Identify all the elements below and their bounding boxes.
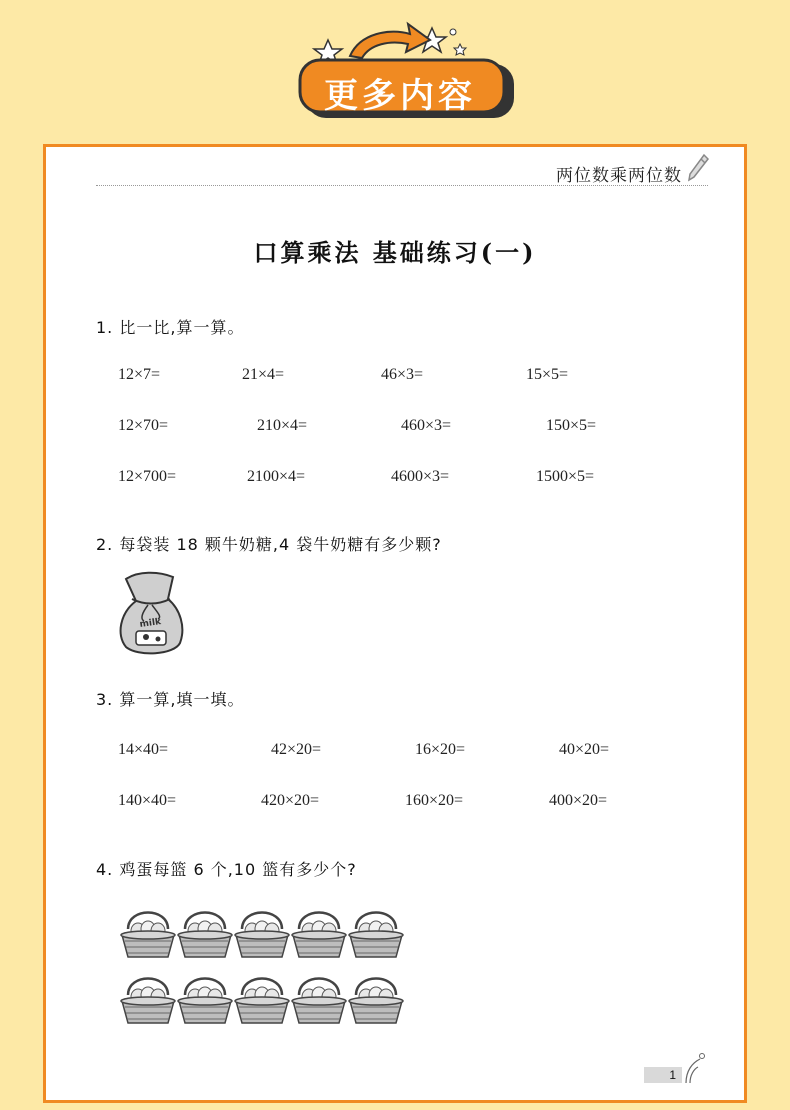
q1-equation: 15×5= (526, 366, 569, 383)
question-2-prompt: 2. 每袋装 18 颗牛奶糖,4 袋牛奶糖有多少颗? (96, 535, 442, 554)
egg-basket-icon (349, 913, 403, 958)
q1-equation: 21×4= (242, 366, 285, 383)
q1-equation: 12×700= (118, 468, 177, 485)
banner-text[interactable]: 更多内容 (324, 75, 476, 116)
question-3-prompt: 3. 算一算,填一填。 (96, 690, 245, 709)
q3-equation: 420×20= (261, 792, 320, 809)
question-1-prompt: 1. 比一比,算一算。 (96, 318, 245, 337)
q3-equation: 14×40= (118, 741, 169, 758)
page-number: 1 (644, 1067, 682, 1083)
banner[interactable] (0, 0, 790, 140)
q3-equation: 16×20= (415, 741, 466, 758)
q1-equation: 2100×4= (247, 468, 306, 485)
egg-basket-icon (292, 913, 346, 958)
question-4-prompt: 4. 鸡蛋每篮 6 个,10 篮有多少个? (96, 860, 357, 879)
egg-basket-icon (121, 913, 175, 958)
egg-basket-icon (292, 979, 346, 1024)
q1-equation: 460×3= (401, 417, 452, 434)
q1-equation: 4600×3= (391, 468, 450, 485)
q3-equation: 160×20= (405, 792, 464, 809)
page-corner-flourish-icon (682, 1051, 706, 1085)
egg-basket-icon (349, 979, 403, 1024)
egg-basket-icon (178, 913, 232, 958)
egg-basket-icon (178, 979, 232, 1024)
q1-equation: 1500×5= (536, 468, 595, 485)
egg-basket-icon (235, 913, 289, 958)
q3-equation: 40×20= (559, 741, 610, 758)
chapter-label: 两位数乘两位数 (556, 166, 682, 186)
egg-basket-icon (121, 979, 175, 1024)
q3-equation: 400×20= (549, 792, 608, 809)
q1-equation: 150×5= (546, 417, 597, 434)
milk-label: milk (139, 617, 162, 630)
q1-equation: 46×3= (381, 366, 424, 383)
milk-candy-bag-icon (118, 569, 188, 661)
q1-equation: 210×4= (257, 417, 308, 434)
pencil-icon (686, 153, 710, 183)
page-title: 口算乘法 基础练习(一) (253, 238, 537, 267)
egg-basket-icon (235, 979, 289, 1024)
header-divider (96, 185, 708, 186)
egg-baskets (120, 903, 410, 1031)
q1-equation: 12×70= (118, 417, 169, 434)
q1-equation: 12×7= (118, 366, 161, 383)
worksheet-page (43, 144, 747, 1103)
q3-equation: 42×20= (271, 741, 322, 758)
q3-equation: 140×40= (118, 792, 177, 809)
